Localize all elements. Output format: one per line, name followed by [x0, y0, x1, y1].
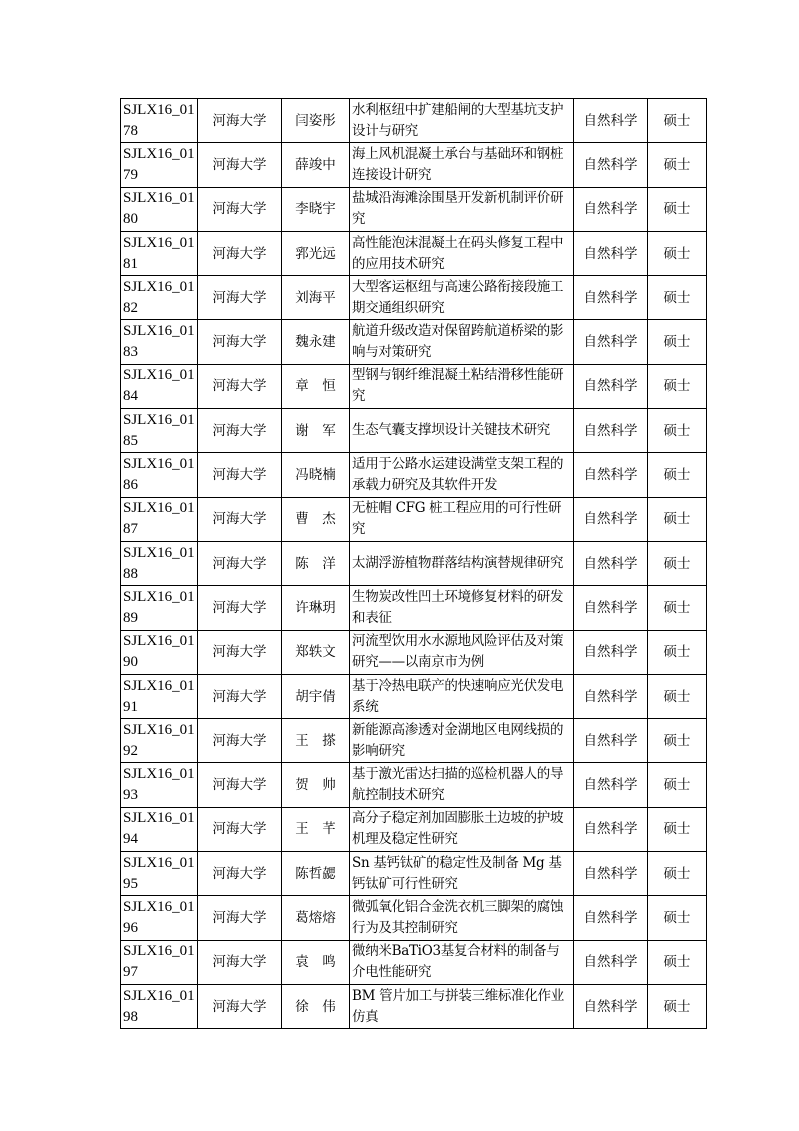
project-id-cell: SJLX16_0185 [121, 409, 198, 453]
field-cell: 自然科学 [574, 984, 648, 1028]
school-cell: 河海大学 [198, 940, 282, 984]
name-cell: 袁 鸣 [282, 940, 350, 984]
degree-cell: 硕士 [648, 187, 707, 231]
name-cell: 胡宇倩 [282, 674, 350, 718]
table-row [121, 276, 707, 320]
project-title-cell: Sn 基钙钛矿的稳定性及制备 Mg 基钙钛矿可行性研究 [350, 852, 574, 896]
school-cell: 河海大学 [198, 409, 282, 453]
table-row [121, 674, 707, 718]
table-row [121, 320, 707, 364]
degree-cell: 硕士 [648, 143, 707, 187]
field-cell: 自然科学 [574, 231, 648, 275]
project-table [120, 98, 707, 1029]
degree-cell: 硕士 [648, 99, 707, 143]
degree-cell: 硕士 [648, 453, 707, 497]
school-cell: 河海大学 [198, 630, 282, 674]
degree-cell: 硕士 [648, 852, 707, 896]
name-cell: 章 恒 [282, 364, 350, 408]
table-row [121, 364, 707, 408]
field-cell: 自然科学 [574, 99, 648, 143]
name-cell: 曹 杰 [282, 497, 350, 541]
project-title-cell: 生物炭改性凹土环境修复材料的研发和表征 [350, 586, 574, 630]
project-title-cell: 新能源高渗透对金湖地区电网线损的影响研究 [350, 719, 574, 763]
name-cell: 刘海平 [282, 276, 350, 320]
degree-cell: 硕士 [648, 674, 707, 718]
field-cell: 自然科学 [574, 497, 648, 541]
project-id-cell: SJLX16_0194 [121, 807, 198, 851]
field-cell: 自然科学 [574, 896, 648, 940]
project-title-cell: 水利枢纽中扩建船闸的大型基坑支护设计与研究 [350, 99, 574, 143]
project-id-cell: SJLX16_0196 [121, 896, 198, 940]
table-row [121, 453, 707, 497]
table-row [121, 187, 707, 231]
project-title-cell: 河流型饮用水水源地风险评估及对策研究——以南京市为例 [350, 630, 574, 674]
field-cell: 自然科学 [574, 187, 648, 231]
degree-cell: 硕士 [648, 896, 707, 940]
project-title-cell: 高分子稳定剂加固膨胀土边坡的护坡机理及稳定性研究 [350, 807, 574, 851]
project-id-cell: SJLX16_0181 [121, 231, 198, 275]
project-id-cell: SJLX16_0179 [121, 143, 198, 187]
field-cell: 自然科学 [574, 807, 648, 851]
name-cell: 王 搽 [282, 719, 350, 763]
degree-cell: 硕士 [648, 719, 707, 763]
project-id-cell: SJLX16_0197 [121, 940, 198, 984]
name-cell: 谢 军 [282, 409, 350, 453]
name-cell: 郑轶文 [282, 630, 350, 674]
project-title-cell: 基于激光雷达扫描的巡检机器人的导航控制技术研究 [350, 763, 574, 807]
project-title-cell: 航道升级改造对保留跨航道桥梁的影响与对策研究 [350, 320, 574, 364]
field-cell: 自然科学 [574, 940, 648, 984]
project-id-cell: SJLX16_0178 [121, 99, 198, 143]
project-id-cell: SJLX16_0187 [121, 497, 198, 541]
field-cell: 自然科学 [574, 541, 648, 585]
project-title-cell: 无桩帽 CFG 桩工程应用的可行性研究 [350, 497, 574, 541]
school-cell: 河海大学 [198, 984, 282, 1028]
degree-cell: 硕士 [648, 364, 707, 408]
school-cell: 河海大学 [198, 719, 282, 763]
project-id-cell: SJLX16_0193 [121, 763, 198, 807]
degree-cell: 硕士 [648, 630, 707, 674]
school-cell: 河海大学 [198, 807, 282, 851]
field-cell: 自然科学 [574, 763, 648, 807]
school-cell: 河海大学 [198, 674, 282, 718]
project-id-cell: SJLX16_0186 [121, 453, 198, 497]
project-title-cell: 微纳米BaTiO3基复合材料的制备与介电性能研究 [350, 940, 574, 984]
degree-cell: 硕士 [648, 276, 707, 320]
name-cell: 陈 洋 [282, 541, 350, 585]
field-cell: 自然科学 [574, 852, 648, 896]
school-cell: 河海大学 [198, 586, 282, 630]
table-row [121, 409, 707, 453]
table-row [121, 896, 707, 940]
project-id-cell: SJLX16_0180 [121, 187, 198, 231]
field-cell: 自然科学 [574, 409, 648, 453]
field-cell: 自然科学 [574, 364, 648, 408]
school-cell: 河海大学 [198, 497, 282, 541]
project-title-cell: 大型客运枢纽与高速公路衔接段施工期交通组织研究 [350, 276, 574, 320]
table-row [121, 630, 707, 674]
name-cell: 冯晓楠 [282, 453, 350, 497]
project-id-cell: SJLX16_0183 [121, 320, 198, 364]
project-title-cell: 型钢与钢纤维混凝土粘结滑移性能研究 [350, 364, 574, 408]
school-cell: 河海大学 [198, 231, 282, 275]
school-cell: 河海大学 [198, 763, 282, 807]
project-id-cell: SJLX16_0184 [121, 364, 198, 408]
school-cell: 河海大学 [198, 364, 282, 408]
field-cell: 自然科学 [574, 586, 648, 630]
project-id-cell: SJLX16_0198 [121, 984, 198, 1028]
degree-cell: 硕士 [648, 231, 707, 275]
name-cell: 徐 伟 [282, 984, 350, 1028]
field-cell: 自然科学 [574, 674, 648, 718]
table-row [121, 231, 707, 275]
name-cell: 陈哲勰 [282, 852, 350, 896]
school-cell: 河海大学 [198, 143, 282, 187]
table-row [121, 586, 707, 630]
project-title-cell: 微弧氧化铝合金洗衣机三脚架的腐蚀行为及其控制研究 [350, 896, 574, 940]
project-id-cell: SJLX16_0182 [121, 276, 198, 320]
project-id-cell: SJLX16_0195 [121, 852, 198, 896]
school-cell: 河海大学 [198, 896, 282, 940]
project-id-cell: SJLX16_0188 [121, 541, 198, 585]
project-title-cell: 盐城沿海滩涂围垦开发新机制评价研究 [350, 187, 574, 231]
school-cell: 河海大学 [198, 541, 282, 585]
degree-cell: 硕士 [648, 320, 707, 364]
project-id-cell: SJLX16_0190 [121, 630, 198, 674]
table-row [121, 984, 707, 1028]
degree-cell: 硕士 [648, 586, 707, 630]
name-cell: 许琳玥 [282, 586, 350, 630]
name-cell: 葛熔熔 [282, 896, 350, 940]
field-cell: 自然科学 [574, 630, 648, 674]
project-title-cell: 海上风机混凝土承台与基础环和钢桩连接设计研究 [350, 143, 574, 187]
name-cell: 魏永建 [282, 320, 350, 364]
school-cell: 河海大学 [198, 99, 282, 143]
project-title-cell: 适用于公路水运建设满堂支架工程的承载力研究及其软件开发 [350, 453, 574, 497]
degree-cell: 硕士 [648, 409, 707, 453]
school-cell: 河海大学 [198, 187, 282, 231]
project-title-cell: BM 管片加工与拼装三维标准化作业仿真 [350, 984, 574, 1028]
name-cell: 薛竣中 [282, 143, 350, 187]
name-cell: 闫姿彤 [282, 99, 350, 143]
field-cell: 自然科学 [574, 320, 648, 364]
degree-cell: 硕士 [648, 807, 707, 851]
name-cell: 李晓宇 [282, 187, 350, 231]
table-row [121, 719, 707, 763]
table-row [121, 143, 707, 187]
degree-cell: 硕士 [648, 763, 707, 807]
field-cell: 自然科学 [574, 276, 648, 320]
name-cell: 王 芊 [282, 807, 350, 851]
project-title-cell: 生态气囊支撑坝设计关键技术研究 [350, 409, 574, 453]
name-cell: 贺 帅 [282, 763, 350, 807]
school-cell: 河海大学 [198, 852, 282, 896]
table-row [121, 99, 707, 143]
degree-cell: 硕士 [648, 940, 707, 984]
table-row [121, 852, 707, 896]
degree-cell: 硕士 [648, 541, 707, 585]
field-cell: 自然科学 [574, 143, 648, 187]
project-id-cell: SJLX16_0192 [121, 719, 198, 763]
field-cell: 自然科学 [574, 453, 648, 497]
name-cell: 郛光远 [282, 231, 350, 275]
table-row [121, 940, 707, 984]
degree-cell: 硕士 [648, 497, 707, 541]
degree-cell: 硕士 [648, 984, 707, 1028]
project-id-cell: SJLX16_0191 [121, 674, 198, 718]
table-row [121, 497, 707, 541]
project-title-cell: 基于冷热电联产的快速响应光伏发电系统 [350, 674, 574, 718]
table-row [121, 763, 707, 807]
project-title-cell: 高性能泡沫混凝土在码头修复工程中的应用技术研究 [350, 231, 574, 275]
project-title-cell: 太湖浮游植物群落结构演替规律研究 [350, 541, 574, 585]
project-id-cell: SJLX16_0189 [121, 586, 198, 630]
table-row [121, 807, 707, 851]
field-cell: 自然科学 [574, 719, 648, 763]
school-cell: 河海大学 [198, 453, 282, 497]
school-cell: 河海大学 [198, 320, 282, 364]
school-cell: 河海大学 [198, 276, 282, 320]
table-body [121, 99, 707, 1029]
table-row [121, 541, 707, 585]
